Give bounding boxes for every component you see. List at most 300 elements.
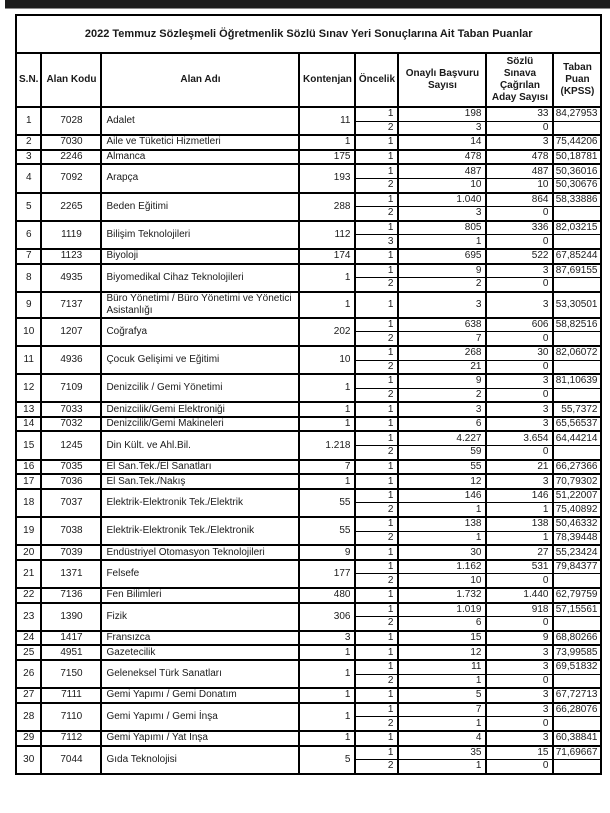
cell-onayli-basvuru: 9 [398,374,486,388]
cell-taban-puan: 78,39448 [553,531,601,545]
table-row [16,688,601,703]
column-header-alan-adi: Alan Adı [101,53,299,107]
cell-oncelik: 1 [355,193,398,207]
cell-alan-adi: Aile ve Tüketici Hizmetleri [101,135,299,150]
cell-kontenjan: 5 [299,746,355,774]
cell-taban-puan: 66,28076 [553,703,601,717]
cell-taban-puan: 69,51832 [553,660,601,674]
table-row [16,193,601,207]
cell-sozlu-sinava-cagrilan: 487 [486,164,553,178]
cell-sozlu-sinava-cagrilan: 3 [486,731,553,746]
cell-onayli-basvuru: 1.019 [398,603,486,617]
cell-onayli-basvuru: 7 [398,332,486,346]
cell-oncelik: 1 [355,402,398,417]
cell-oncelik: 1 [355,660,398,674]
cell-kontenjan: 1 [299,703,355,731]
cell-sira-no: 9 [16,292,41,318]
cell-onayli-basvuru: 6 [398,617,486,631]
cell-onayli-basvuru: 3 [398,402,486,417]
cell-oncelik: 1 [355,631,398,646]
results-table [15,14,602,775]
cell-oncelik: 1 [355,249,398,264]
cell-sozlu-sinava-cagrilan: 3 [486,374,553,388]
cell-taban-puan: 82,03215 [553,221,601,235]
cell-kontenjan: 1 [299,135,355,150]
cell-sira-no: 5 [16,193,41,221]
cell-alan-adi: Endüstriyel Otomasyon Teknolojileri [101,545,299,560]
cell-alan-kodu: 4935 [41,264,101,292]
cell-alan-adi: Gıda Teknolojisi [101,746,299,774]
cell-alan-kodu: 1417 [41,631,101,646]
cell-alan-adi: Din Kült. ve Ahl.Bil. [101,431,299,459]
title-row [16,15,601,53]
cell-sozlu-sinava-cagrilan: 478 [486,150,553,165]
cell-kontenjan: 174 [299,249,355,264]
cell-sozlu-sinava-cagrilan: 0 [486,446,553,460]
cell-taban-puan: 75,40892 [553,503,601,517]
cell-sozlu-sinava-cagrilan: 522 [486,249,553,264]
cell-kontenjan: 193 [299,164,355,192]
cell-sozlu-sinava-cagrilan: 9 [486,631,553,646]
cell-sira-no: 20 [16,545,41,560]
cell-onayli-basvuru: 695 [398,249,486,264]
cell-taban-puan: 50,30676 [553,178,601,192]
cell-oncelik: 1 [355,688,398,703]
cell-alan-adi: Beden Eğitimi [101,193,299,221]
table-row [16,150,601,165]
cell-alan-adi: Arapça [101,164,299,192]
table-row [16,489,601,503]
cell-onayli-basvuru: 805 [398,221,486,235]
cell-onayli-basvuru: 30 [398,545,486,560]
cell-onayli-basvuru: 4.227 [398,431,486,445]
cell-taban-puan [553,617,601,631]
cell-oncelik: 1 [355,603,398,617]
cell-onayli-basvuru: 55 [398,460,486,475]
cell-oncelik: 1 [355,588,398,603]
cell-kontenjan: 7 [299,460,355,475]
cell-kontenjan: 177 [299,560,355,588]
cell-oncelik: 2 [355,503,398,517]
cell-oncelik: 1 [355,318,398,332]
cell-taban-puan: 50,18781 [553,150,601,165]
cell-alan-kodu: 7110 [41,703,101,731]
cell-sira-no: 18 [16,489,41,517]
cell-alan-kodu: 7030 [41,135,101,150]
cell-oncelik: 3 [355,235,398,249]
cell-taban-puan: 51,22007 [553,489,601,503]
table-row [16,545,601,560]
cell-taban-puan: 58,33886 [553,193,601,207]
cell-alan-kodu: 7039 [41,545,101,560]
cell-sozlu-sinava-cagrilan: 3 [486,135,553,150]
cell-sira-no: 23 [16,603,41,631]
cell-sozlu-sinava-cagrilan: 3 [486,264,553,278]
cell-kontenjan: 1 [299,688,355,703]
cell-taban-puan: 65,56537 [553,417,601,432]
cell-alan-kodu: 7111 [41,688,101,703]
cell-oncelik: 1 [355,107,398,121]
cell-onayli-basvuru: 11 [398,660,486,674]
table-row [16,135,601,150]
cell-sozlu-sinava-cagrilan: 3 [486,474,553,489]
table-row [16,249,601,264]
cell-alan-adi: Denizcilik/Gemi Elektroniği [101,402,299,417]
cell-onayli-basvuru: 14 [398,135,486,150]
cell-taban-puan: 87,69155 [553,264,601,278]
table-row [16,645,601,660]
cell-alan-kodu: 7038 [41,517,101,545]
table-body [16,107,601,774]
cell-sozlu-sinava-cagrilan: 918 [486,603,553,617]
cell-taban-puan [553,332,601,346]
cell-sira-no: 22 [16,588,41,603]
cell-onayli-basvuru: 12 [398,645,486,660]
cell-onayli-basvuru: 7 [398,703,486,717]
cell-sozlu-sinava-cagrilan: 3 [486,645,553,660]
cell-alan-kodu: 7033 [41,402,101,417]
column-header-taban-puan: Taban Puan (KPSS) [553,53,601,107]
cell-oncelik: 1 [355,731,398,746]
cell-taban-puan: 57,15561 [553,603,601,617]
cell-taban-puan: 50,46332 [553,517,601,531]
cell-kontenjan: 1 [299,402,355,417]
cell-taban-puan [553,674,601,688]
cell-alan-adi: Çocuk Gelişimi ve Eğitimi [101,346,299,374]
cell-sira-no: 19 [16,517,41,545]
cell-sozlu-sinava-cagrilan: 0 [486,278,553,292]
cell-sira-no: 15 [16,431,41,459]
cell-alan-kodu: 1119 [41,221,101,249]
cell-alan-adi: Geleneksel Türk Sanatları [101,660,299,688]
cell-sozlu-sinava-cagrilan: 21 [486,460,553,475]
cell-sozlu-sinava-cagrilan: 0 [486,207,553,221]
cell-sozlu-sinava-cagrilan: 0 [486,360,553,374]
cell-sozlu-sinava-cagrilan: 1 [486,531,553,545]
cell-taban-puan [553,207,601,221]
cell-sira-no: 13 [16,402,41,417]
cell-alan-kodu: 4951 [41,645,101,660]
cell-sozlu-sinava-cagrilan: 10 [486,178,553,192]
cell-onayli-basvuru: 4 [398,731,486,746]
cell-sira-no: 6 [16,221,41,249]
cell-alan-kodu: 7092 [41,164,101,192]
cell-oncelik: 2 [355,178,398,192]
cell-sozlu-sinava-cagrilan: 531 [486,560,553,574]
cell-sira-no: 17 [16,474,41,489]
cell-alan-adi: Gemi Yapımı / Yat İnşa [101,731,299,746]
cell-onayli-basvuru: 3 [398,292,486,318]
cell-sira-no: 2 [16,135,41,150]
table-row [16,107,601,121]
cell-sozlu-sinava-cagrilan: 0 [486,760,553,774]
cell-oncelik: 1 [355,346,398,360]
cell-sira-no: 1 [16,107,41,135]
cell-sozlu-sinava-cagrilan: 1.440 [486,588,553,603]
table-row [16,374,601,388]
cell-alan-kodu: 4936 [41,346,101,374]
table-row [16,221,601,235]
cell-sira-no: 10 [16,318,41,346]
cell-oncelik: 1 [355,417,398,432]
cell-alan-adi: Gemi Yapımı / Gemi İnşa [101,703,299,731]
cell-onayli-basvuru: 487 [398,164,486,178]
cell-onayli-basvuru: 638 [398,318,486,332]
cell-onayli-basvuru: 1.732 [398,588,486,603]
table-row [16,460,601,475]
table-row [16,660,601,674]
cell-onayli-basvuru: 1 [398,503,486,517]
cell-sozlu-sinava-cagrilan: 27 [486,545,553,560]
cell-oncelik: 1 [355,164,398,178]
cell-oncelik: 2 [355,121,398,135]
cell-kontenjan: 175 [299,150,355,165]
column-header-row [16,53,601,107]
cell-oncelik: 2 [355,207,398,221]
cell-onayli-basvuru: 268 [398,346,486,360]
cell-alan-adi: Gemi Yapımı / Gemi Donatım [101,688,299,703]
cell-kontenjan: 288 [299,193,355,221]
cell-sozlu-sinava-cagrilan: 33 [486,107,553,121]
cell-taban-puan: 62,79759 [553,588,601,603]
cell-kontenjan: 1 [299,645,355,660]
cell-taban-puan: 84,27953 [553,107,601,121]
cell-onayli-basvuru: 10 [398,178,486,192]
cell-onayli-basvuru: 12 [398,474,486,489]
cell-sozlu-sinava-cagrilan: 0 [486,332,553,346]
cell-sira-no: 21 [16,560,41,588]
cell-taban-puan: 53,30501 [553,292,601,318]
cell-kontenjan: 202 [299,318,355,346]
cell-taban-puan: 67,72713 [553,688,601,703]
cell-onayli-basvuru: 59 [398,446,486,460]
cell-taban-puan [553,574,601,588]
table-row [16,402,601,417]
cell-taban-puan [553,121,601,135]
table-row [16,474,601,489]
cell-alan-kodu: 7032 [41,417,101,432]
cell-sozlu-sinava-cagrilan: 30 [486,346,553,360]
cell-sozlu-sinava-cagrilan: 15 [486,746,553,760]
column-header-sn: S.N. [16,53,41,107]
cell-alan-kodu: 7112 [41,731,101,746]
table-row [16,746,601,760]
cell-sira-no: 12 [16,374,41,402]
cell-taban-puan: 67,85244 [553,249,601,264]
cell-alan-kodu: 7036 [41,474,101,489]
table-row [16,588,601,603]
window-top-edge [5,0,610,9]
cell-sira-no: 25 [16,645,41,660]
cell-alan-adi: Fransızca [101,631,299,646]
cell-taban-puan: 60,38841 [553,731,601,746]
cell-taban-puan: 55,7372 [553,402,601,417]
cell-alan-kodu: 1207 [41,318,101,346]
cell-alan-adi: Elektrik-Elektronik Tek./Elektrik [101,489,299,517]
cell-kontenjan: 3 [299,631,355,646]
cell-alan-kodu: 7150 [41,660,101,688]
cell-onayli-basvuru: 1 [398,717,486,731]
cell-taban-puan: 64,44214 [553,431,601,445]
cell-sozlu-sinava-cagrilan: 864 [486,193,553,207]
cell-onayli-basvuru: 198 [398,107,486,121]
cell-oncelik: 1 [355,645,398,660]
cell-alan-adi: Denizcilik / Gemi Yönetimi [101,374,299,402]
column-header-oncelik: Öncelik [355,53,398,107]
results-table-sheet [15,14,602,775]
table-row [16,292,601,318]
column-header-kontenjan: Kontenjan [299,53,355,107]
cell-alan-kodu: 7028 [41,107,101,135]
cell-sozlu-sinava-cagrilan: 0 [486,121,553,135]
table-row [16,417,601,432]
cell-taban-puan: 58,82516 [553,318,601,332]
cell-sira-no: 26 [16,660,41,688]
cell-sozlu-sinava-cagrilan: 1 [486,503,553,517]
cell-taban-puan: 66,27366 [553,460,601,475]
cell-taban-puan [553,446,601,460]
cell-alan-adi: Bilişim Teknolojileri [101,221,299,249]
cell-onayli-basvuru: 1.040 [398,193,486,207]
cell-sira-no: 27 [16,688,41,703]
cell-sozlu-sinava-cagrilan: 3 [486,402,553,417]
cell-onayli-basvuru: 2 [398,388,486,402]
cell-oncelik: 2 [355,617,398,631]
table-row [16,346,601,360]
cell-kontenjan: 1 [299,474,355,489]
cell-oncelik: 2 [355,388,398,402]
cell-onayli-basvuru: 5 [398,688,486,703]
table-row [16,703,601,717]
cell-kontenjan: 55 [299,489,355,517]
cell-taban-puan: 81,10639 [553,374,601,388]
cell-onayli-basvuru: 9 [398,264,486,278]
table-row [16,164,601,178]
cell-taban-puan [553,388,601,402]
cell-alan-kodu: 7109 [41,374,101,402]
cell-kontenjan: 1 [299,660,355,688]
cell-alan-adi: Gazetecilik [101,645,299,660]
cell-alan-kodu: 2246 [41,150,101,165]
cell-alan-kodu: 7037 [41,489,101,517]
cell-kontenjan: 1 [299,731,355,746]
cell-sira-no: 29 [16,731,41,746]
cell-taban-puan [553,235,601,249]
cell-kontenjan: 1 [299,292,355,318]
cell-onayli-basvuru: 21 [398,360,486,374]
cell-oncelik: 2 [355,332,398,346]
cell-alan-adi: El San.Tek./El Sanatları [101,460,299,475]
cell-oncelik: 1 [355,264,398,278]
table-title: 2022 Temmuz Sözleşmeli Öğretmenlik Sözlü Sınav Yeri Sonuçlarına Ait Taban Puanlar [16,15,601,53]
column-header-onayli-basvuru: Onaylı Başvuru Sayısı [398,53,486,107]
cell-oncelik: 1 [355,374,398,388]
cell-alan-adi: Denizcilik/Gemi Makineleri [101,417,299,432]
cell-sozlu-sinava-cagrilan: 0 [486,235,553,249]
cell-sozlu-sinava-cagrilan: 0 [486,388,553,402]
cell-alan-kodu: 7035 [41,460,101,475]
cell-alan-kodu: 7137 [41,292,101,318]
cell-oncelik: 1 [355,560,398,574]
cell-sozlu-sinava-cagrilan: 0 [486,574,553,588]
cell-alan-kodu: 1245 [41,431,101,459]
cell-sira-no: 3 [16,150,41,165]
cell-sira-no: 16 [16,460,41,475]
cell-sozlu-sinava-cagrilan: 3 [486,417,553,432]
cell-onayli-basvuru: 1 [398,531,486,545]
cell-alan-kodu: 2265 [41,193,101,221]
cell-sira-no: 14 [16,417,41,432]
cell-onayli-basvuru: 3 [398,121,486,135]
column-header-alan-kodu: Alan Kodu [41,53,101,107]
cell-taban-puan: 68,80266 [553,631,601,646]
cell-kontenjan: 9 [299,545,355,560]
cell-oncelik: 1 [355,545,398,560]
cell-oncelik: 1 [355,135,398,150]
cell-taban-puan [553,717,601,731]
table-row [16,603,601,617]
cell-alan-adi: Büro Yönetimi / Büro Yönetimi ve Yönetici Asistanlığı [101,292,299,318]
cell-alan-adi: Almanca [101,150,299,165]
table-row [16,560,601,574]
cell-sozlu-sinava-cagrilan: 0 [486,617,553,631]
cell-onayli-basvuru: 1 [398,674,486,688]
cell-taban-puan [553,278,601,292]
cell-kontenjan: 1 [299,264,355,292]
cell-sozlu-sinava-cagrilan: 138 [486,517,553,531]
cell-kontenjan: 112 [299,221,355,249]
cell-onayli-basvuru: 1 [398,235,486,249]
cell-sira-no: 11 [16,346,41,374]
cell-sira-no: 4 [16,164,41,192]
cell-onayli-basvuru: 1.162 [398,560,486,574]
cell-oncelik: 2 [355,674,398,688]
cell-sira-no: 24 [16,631,41,646]
cell-sira-no: 8 [16,264,41,292]
cell-alan-kodu: 7136 [41,588,101,603]
cell-sozlu-sinava-cagrilan: 3 [486,688,553,703]
cell-sozlu-sinava-cagrilan: 3 [486,292,553,318]
cell-taban-puan: 55,23424 [553,545,601,560]
cell-onayli-basvuru: 138 [398,517,486,531]
cell-alan-adi: Fizik [101,603,299,631]
cell-alan-kodu: 1371 [41,560,101,588]
cell-alan-adi: Fen Bilimleri [101,588,299,603]
cell-alan-adi: Biyoloji [101,249,299,264]
cell-oncelik: 1 [355,221,398,235]
cell-taban-puan [553,360,601,374]
cell-oncelik: 1 [355,431,398,445]
cell-taban-puan: 82,06072 [553,346,601,360]
cell-onayli-basvuru: 10 [398,574,486,588]
cell-onayli-basvuru: 1 [398,760,486,774]
cell-sozlu-sinava-cagrilan: 3 [486,703,553,717]
cell-onayli-basvuru: 35 [398,746,486,760]
cell-sira-no: 30 [16,746,41,774]
table-row [16,431,601,445]
cell-taban-puan: 75,44206 [553,135,601,150]
cell-alan-adi: Coğrafya [101,318,299,346]
cell-oncelik: 1 [355,489,398,503]
column-header-sozlu-sinava: Sözlü Sınava Çağrılan Aday Sayısı [486,53,553,107]
cell-oncelik: 1 [355,474,398,489]
cell-kontenjan: 1 [299,417,355,432]
cell-kontenjan: 480 [299,588,355,603]
cell-sira-no: 28 [16,703,41,731]
table-row [16,318,601,332]
cell-sozlu-sinava-cagrilan: 3 [486,660,553,674]
cell-kontenjan: 55 [299,517,355,545]
